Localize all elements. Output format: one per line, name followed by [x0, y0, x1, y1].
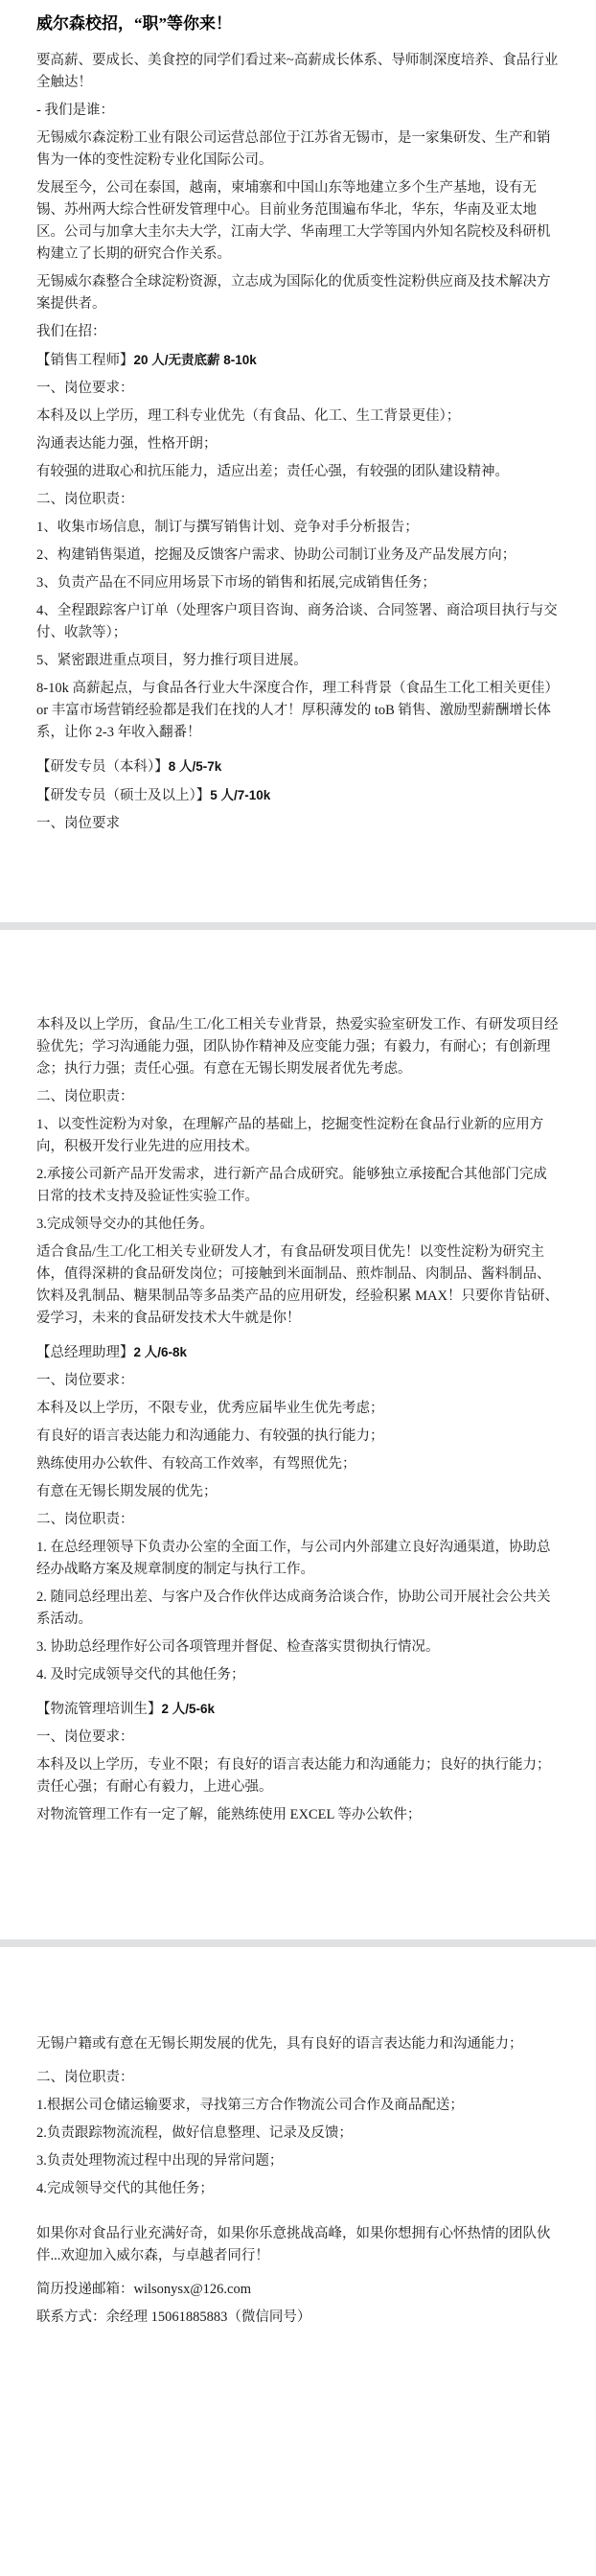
company-development: 发展至今，公司在泰国，越南，柬埔寨和中国山东等地建立多个生产基地，设有无锡、苏州两大综合性研发管理中心。目前业务范围遍布华北，华东，华南及亚太地区。公司与加拿大圭尔夫大学，江南大学、华南理工大学等国内外知名院校及科研机构建立了长期的研究合作关系。	[36, 180, 551, 262]
paragraph: 熟练使用办公软件、有较高工作效率，有驾照优先；	[36, 1456, 356, 1472]
paragraph: 本科及以上学历，食品/生工/化工相关专业背景，热爱实验室研发工作、有研发项目经验优先；学习沟通能力强，团队协作精神及应变能力强；有毅力，有耐心；有创新理念；执行力强；责任心强。有意在无锡长期发展者优先考虑。	[36, 1017, 559, 1077]
job-quota: 2 人/5-6k	[161, 1702, 216, 1716]
intro-paragraph: 要高薪、要成长、美食控的同学们看过来~高薪成长体系、导师制深度培养、食品行业全触达！	[36, 53, 559, 90]
paragraph: 1.根据公司仓储运输要求，寻找第三方合作物流公司合作及商品配送；	[36, 2098, 464, 2113]
page-1	[0, 0, 596, 922]
section-requirements: 一、岗位要求	[36, 816, 120, 831]
job-sales-engineer	[36, 349, 560, 372]
paragraph: 3.负责处理物流过程中出现的异常问题；	[36, 2153, 284, 2169]
paragraph: 4. 及时完成领导交代的其他任务；	[36, 1667, 245, 1683]
paragraph: 本科及以上学历，专业不限；有良好的语言表达能力和沟通能力；良好的执行能力；责任心强；有耐心有毅力，上进心强。	[36, 1757, 551, 1795]
job-gm-assistant	[36, 1341, 560, 1364]
paragraph: 有良好的语言表达能力和沟通能力、有较强的执行能力；	[36, 1428, 384, 1444]
job-title-bracket: 【研发专员（本科）】	[36, 759, 169, 775]
job-logistics-trainee	[36, 1698, 560, 1721]
paragraph: 4.完成领导交代的其他任务；	[36, 2181, 214, 2196]
page-break-divider	[0, 922, 596, 930]
paragraph: 无锡户籍或有意在无锡长期发展的优先，具有良好的语言表达能力和沟通能力；	[36, 2036, 523, 2052]
paragraph: 5、紧密跟进重点项目，努力推行项目进展。	[36, 653, 308, 668]
closing-cta: 如果你对食品行业充满好奇，如果你乐意挑战高峰，如果你想拥有心怀热情的团队伙伴...欢迎加入威尔森，与卓越者同行！	[36, 2226, 551, 2263]
page-break-divider	[0, 1939, 596, 1947]
company-vision: 无锡威尔森整合全球淀粉资源，立志成为国际化的优质变性淀粉供应商及技术解决方案提供者。	[36, 274, 551, 312]
paragraph: 3. 协助总经理作好公司各项管理并督促、检查落实贯彻执行情况。	[36, 1639, 440, 1655]
paragraph: 3.完成领导交办的其他任务。	[36, 1217, 214, 1232]
job-rd-specialist-bachelor	[36, 755, 560, 778]
job-title-bracket: 【总经理助理】	[36, 1345, 134, 1360]
job-title-bracket: 【销售工程师】	[36, 353, 134, 368]
job-title-bracket: 【研发专员（硕士及以上）】	[36, 788, 211, 803]
rd-pitch: 适合食品/生工/化工相关专业研发人才，有食品研发项目优先！以变性淀粉为研究主体，值得深耕的食品研发岗位；可接触到米面制品、煎炸制品、肉制品、酱料制品、饮料及乳制品、糖果制品等多品类产品的应用研发，经验积累 MAX！只要你肯钻研、爱学习，未来的食品研发技术大牛就是你！	[36, 1244, 559, 1326]
job-rd-specialist-master	[36, 784, 560, 807]
resume-email-line: 简历投递邮箱：wilsonysx@126.com	[36, 2282, 252, 2297]
paragraph: 3、负责产品在不同应用场景下市场的销售和拓展,完成销售任务；	[36, 575, 436, 591]
recruitment-title: 威尔森校招，“职”等你来！	[36, 14, 232, 33]
paragraph: 1. 在总经理领导下负责办公室的全面工作，与公司内外部建立良好沟通渠道，协助总经办战略方案及规章制度的制定与执行工作。	[36, 1540, 551, 1577]
paragraph: 2、构建销售渠道，挖掘及反馈客户需求、协助公司制订业务及产品发展方向；	[36, 547, 516, 563]
paragraph: 1、收集市场信息，制订与撰写销售计划、竞争对手分析报告；	[36, 520, 419, 535]
paragraph: 本科及以上学历，理工科专业优先（有食品、化工、生工背景更佳）；	[36, 408, 461, 424]
section-requirements: 一、岗位要求：	[36, 381, 134, 396]
section-duties: 二、岗位职责：	[36, 1512, 134, 1527]
job-quota: 20 人/无责底薪 8-10k	[133, 353, 257, 367]
paragraph: 沟通表达能力强，性格开朗；	[36, 436, 218, 452]
paragraph: 本科及以上学历，不限专业，优秀应届毕业生优先考虑；	[36, 1401, 384, 1416]
hiring-label: 我们在招：	[36, 324, 106, 339]
page-2	[0, 930, 596, 1939]
paragraph: 对物流管理工作有一定了解，能熟练使用 EXCEL 等办公软件；	[36, 1807, 422, 1822]
job-quota: 5 人/7-10k	[210, 788, 271, 802]
who-we-are-label: - 我们是谁：	[36, 103, 114, 118]
paragraph: 1、以变性淀粉为对象，在理解产品的基础上，挖掘变性淀粉在食品行业新的应用方向，积极开发行业先进的应用技术。	[36, 1117, 544, 1154]
section-duties: 二、岗位职责：	[36, 1089, 134, 1104]
section-duties: 二、岗位职责：	[36, 2070, 134, 2085]
section-requirements: 一、岗位要求：	[36, 1729, 134, 1745]
paragraph: 2.承接公司新产品开发需求，进行新产品合成研究。能够独立承接配合其他部门完成日常的技术支持及验证性实验工作。	[36, 1167, 547, 1204]
paragraph: 有较强的进取心和抗压能力，适应出差；责任心强，有较强的团队建设精神。	[36, 464, 509, 479]
section-duties: 二、岗位职责：	[36, 492, 134, 507]
company-intro: 无锡威尔森淀粉工业有限公司运营总部位于江苏省无锡市，是一家集研发、生产和销售为一体的变性淀粉专业化国际公司。	[36, 130, 551, 168]
paragraph: 2. 随同总经理出差、与客户及合作伙伴达成商务洽谈合作，协助公司开展社会公共关系活动。	[36, 1590, 551, 1627]
job-quota: 8 人/5-7k	[168, 759, 222, 774]
paragraph: 2.负责跟踪物流流程，做好信息整理、记录及反馈；	[36, 2125, 353, 2141]
job-quota: 2 人/6-8k	[133, 1345, 188, 1359]
page-3	[0, 1947, 596, 2576]
paragraph: 4、全程跟踪客户订单（处理客户项目咨询、商务洽谈、合同签署、商洽项目执行与交付、收款等）；	[36, 603, 558, 640]
job-title-bracket: 【物流管理培训生】	[36, 1702, 162, 1717]
contact-phone-line: 联系方式：余经理 15061885883（微信同号）	[36, 2309, 311, 2325]
paragraph: 有意在无锡长期发展的优先；	[36, 1484, 218, 1499]
section-requirements: 一、岗位要求：	[36, 1373, 134, 1388]
sales-pitch: 8-10k 高薪起点，与食品各行业大牛深度合作，理工科背景（食品生工化工相关更佳）or 丰富市场营销经验都是我们在找的人才！厚积薄发的 toB 销售、激励型薪酬增长体系，让你 2-3 年收入翻番！	[36, 681, 559, 740]
